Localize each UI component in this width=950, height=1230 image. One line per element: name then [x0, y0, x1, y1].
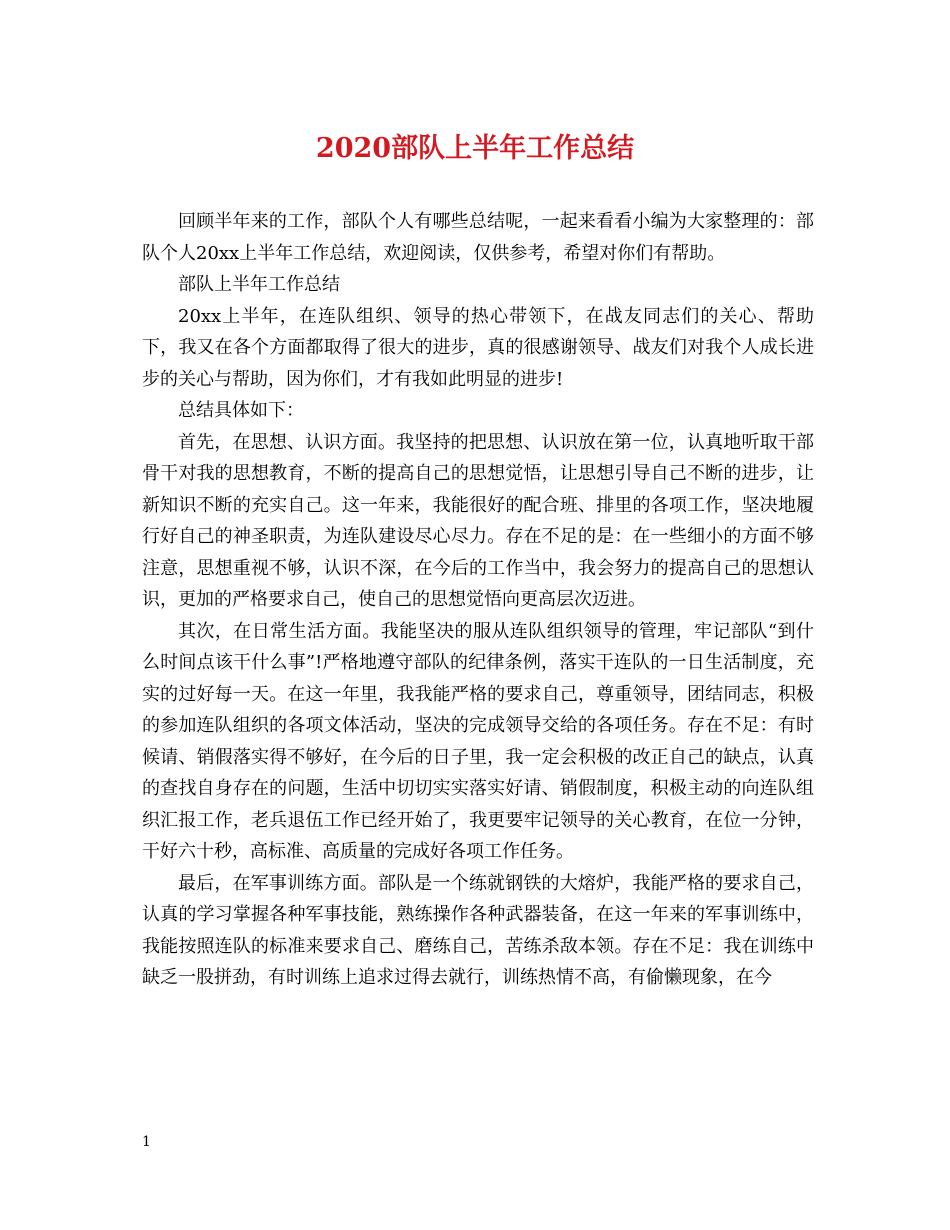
page-title: 2020部队上半年工作总结 — [315, 133, 635, 164]
paragraph-subtitle: 部队上半年工作总结 — [178, 274, 340, 295]
paragraph-thought: 首先，在思想、认识方面。我坚持的把思想、认识放在第一位，认真地听取干部骨干对我的思想教育，不断的提高自己的思想觉悟，让思想引导自己不断的进步，让新知识不断的充实自己。这一年来，我能很好的配合班、排里的各项工作，坚决地履行好自己的神圣职责，为连队建设尽心尽力。存在不足的是：在一些细小的方面不够注意，思想重视不够，认识不深，在今后的工作当中，我会努力的提高自己的思想认识，更加的严格要求自己，使自己的思想觉悟向更高层次迈进。 — [142, 431, 814, 610]
page-number: 1 — [142, 1134, 151, 1150]
paragraph-opening: 20xx上半年，在连队组织、领导的热心带领下，在战友同志们的关心、帮助下，我又在各个方面都取得了很大的进步，真的很感谢领导、战友们对我个人成长进步的关心与帮助，因为你们，才有我如此明显的进步! — [142, 305, 814, 390]
document-body — [142, 206, 814, 994]
paragraph-daily-life: 其次，在日常生活方面。我能坚决的服从连队组织领导的管理，牢记部队“到什么时间点该干什么事”!严格地遵守部队的纪律条例，落实干连队的一日生活制度，充实的过好每一天。在这一年里，我我能严格的要求自己，尊重领导，团结同志，积极的参加连队组织的各项文体活动，坚决的完成领导交给的各项任务。存在不足：有时候请、销假落实得不够好，在今后的日子里，我一定会积极的改正自己的缺点，认真的查找自身存在的问题，生活中切切实实落实好请、销假制度，积极主动的向连队组织汇报工作，老兵退伍工作已经开始了，我更要牢记领导的关心教育，在位一分钟，干好六十秒，高标准、高质量的完成好各项工作任务。 — [142, 620, 814, 862]
paragraph-intro: 回顾半年来的工作，部队个人有哪些总结呢，一起来看看小编为大家整理的：部队个人20xx上半年工作总结，欢迎阅读，仅供参考，希望对你们有帮助。 — [142, 211, 814, 264]
paragraph-summary-lead: 总结具体如下： — [178, 400, 304, 421]
paragraph-training: 最后，在军事训练方面。部队是一个练就钢铁的大熔炉，我能严格的要求自己，认真的学习掌握各种军事技能，熟练操作各种武器装备，在这一年来的军事训练中，我能按照连队的标准来要求自己、磨练自己，苦练杀敌本领。存在不足：我在训练中缺乏一股拼劲，有时训练上追求过得去就行，训练热情不高，有偷懒现象，在今 — [142, 872, 814, 988]
